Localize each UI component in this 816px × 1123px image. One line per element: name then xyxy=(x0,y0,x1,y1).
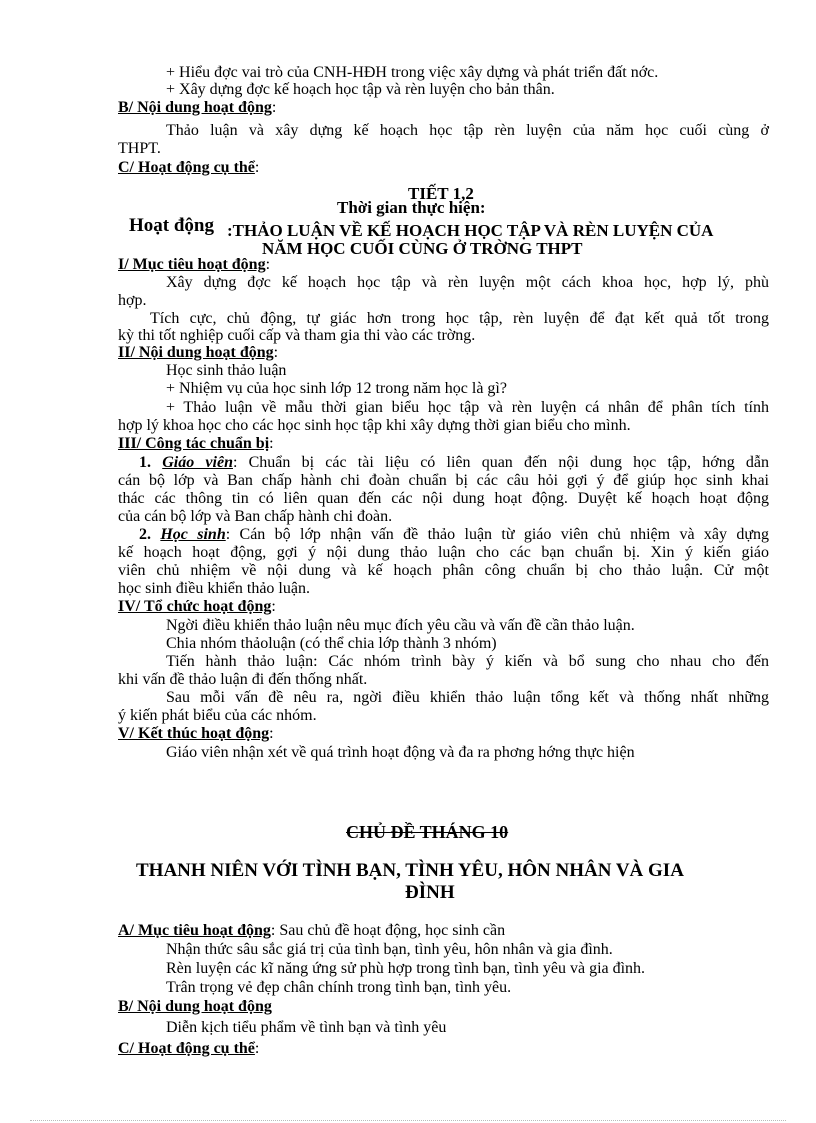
section-heading: A/ Mục tiêu hoạt động: Sau chủ đề hoạt động, học sinh cần xyxy=(118,922,506,939)
list-item: 2. Học sinh: Cán bộ lớp nhận vấn đề thảo luận từ giáo viên chủ nhiệm và xây dựng xyxy=(139,526,770,543)
activity-label: Hoạt động xyxy=(129,215,214,236)
paragraph: + Nhiệm vụ của học sinh lớp 12 trong năm học là gì? xyxy=(166,380,507,397)
paragraph: thác các thông tin có liên quan đến các nội dung hoạt động. Duyệt kế hoạch hoạt động xyxy=(118,490,769,507)
section-heading: IV/ Tổ chức hoạt động: xyxy=(118,598,276,615)
paragraph: Chia nhóm thảoluận (có thể chia lớp thành 3 nhóm) xyxy=(166,635,497,652)
section-heading: I/ Mục tiêu hoạt động: xyxy=(118,256,271,273)
paragraph: Học sinh thảo luận xyxy=(166,362,287,379)
objective-line: + Xây dựng đợc kế hoạch học tập và rèn luyện cho bản thân. xyxy=(166,81,555,98)
activity-title: :THẢO LUẬN VỀ KẾ HOẠCH HỌC TẬP VÀ RÈN LUYỆN CỦA xyxy=(227,221,714,240)
section-heading: B/ Nội dung hoạt động xyxy=(118,998,272,1015)
paragraph: kỳ thi tốt nghiệp cuối cấp và tham gia thi vào các trờng. xyxy=(118,327,476,344)
paragraph: hợp. xyxy=(118,292,147,309)
paragraph: cán bộ lớp và Ban chấp hành chi đoàn chuẩn bị các câu hỏi gợi ý để giúp học sinh khai xyxy=(118,472,769,489)
paragraph: Tích cực, chủ động, tự giác hơn trong học tập, rèn luyện để đạt kết quả tốt trong xyxy=(150,310,769,327)
paragraph: Sau mỗi vấn đề nêu ra, ngời điều khiển thảo luận tổng kết và thống nhất những xyxy=(166,689,769,706)
section-heading: B/ Nội dung hoạt động: xyxy=(118,99,277,116)
paragraph: Trân trọng vẻ đẹp chân chính trong tình bạn, tình yêu. xyxy=(166,979,512,996)
paragraph: Rèn luyện các kĩ năng ứng sử phù hợp trong tình bạn, tình yêu và gia đình. xyxy=(166,960,646,977)
section-heading: C/ Hoạt động cụ thể: xyxy=(118,159,260,176)
section-heading: V/ Kết thúc hoạt động: xyxy=(118,725,274,742)
paragraph: hợp lý khoa học cho các học sinh học tập khi xây dựng thời gian biểu cho mình. xyxy=(118,417,631,434)
paragraph: ý kiến phát biểu của các nhóm. xyxy=(118,707,317,724)
activity-title: NĂM HỌC CUỐI CÙNG Ở TRỜNG THPT xyxy=(262,239,583,258)
topic-title: THANH NIÊN VỚI TÌNH BẠN, TÌNH YÊU, HÔN NHÂN VÀ GIA xyxy=(136,860,684,881)
paragraph: Diễn kịch tiểu phẩm về tình bạn và tình yêu xyxy=(166,1019,447,1036)
paragraph: Thảo luận và xây dựng kế hoạch học tập rèn luyện của năm học cuối cùng ở xyxy=(166,122,769,139)
paragraph: Tiến hành thảo luận: Các nhóm trình bày ý kiến và bổ sung cho nhau cho đến xyxy=(166,653,769,670)
objective-line: + Hiểu đợc vai trò của CNH-HĐH trong việc xây dựng và phát triển đất nớc. xyxy=(166,64,659,81)
topic-title: ĐÌNH xyxy=(405,882,455,903)
paragraph: Xây dựng đợc kế hoạch học tập và rèn luyện một cách khoa học, hợp lý, phù xyxy=(166,274,769,291)
time-label: Thời gian thực hiện: xyxy=(337,198,486,217)
paragraph: Nhận thức sâu sắc giá trị của tình bạn, tình yêu, hôn nhân và gia đình. xyxy=(166,941,613,958)
section-heading: III/ Công tác chuẩn bị: xyxy=(118,435,274,452)
paragraph: + Thảo luận về mẫu thời gian biểu học tập và rèn luyện cá nhân để phân tích tính xyxy=(166,399,769,416)
paragraph: học sinh điều khiển thảo luận. xyxy=(118,580,310,597)
month-title: CHỦ ĐỀ THÁNG 10 xyxy=(346,822,509,842)
lesson-title: TIẾT 1,2 xyxy=(408,184,474,203)
paragraph: Ngời điều khiển thảo luận nêu mục đích yêu cầu và vấn đề cần thảo luận. xyxy=(166,617,635,634)
section-heading: II/ Nội dung hoạt động: xyxy=(118,344,279,361)
paragraph: Giáo viên nhận xét về quá trình hoạt động và đa ra phơng hớng thực hiện xyxy=(166,744,635,761)
paragraph: THPT. xyxy=(118,140,161,157)
paragraph: của cán bộ lớp và Ban chấp hành chi đoàn. xyxy=(118,508,393,525)
list-item: 1. Giáo viên: Chuẩn bị các tài liệu có liên quan đến nội dung học tập, hớng dẫn xyxy=(139,454,770,471)
paragraph: viên chủ nhiệm về nội dung và kế hoạch phân công chuẩn bị cho thảo luận. Cử một xyxy=(118,562,769,579)
section-heading: C/ Hoạt động cụ thể: xyxy=(118,1040,260,1057)
paragraph: khi vấn đề thảo luận đi đến thống nhất. xyxy=(118,671,368,688)
page-bottom-rule xyxy=(30,1120,786,1121)
paragraph: kế hoạch hoạt động, gợi ý nội dung thảo luận cho các bạn chuẩn bị. Xin ý kiến giáo xyxy=(118,544,769,561)
